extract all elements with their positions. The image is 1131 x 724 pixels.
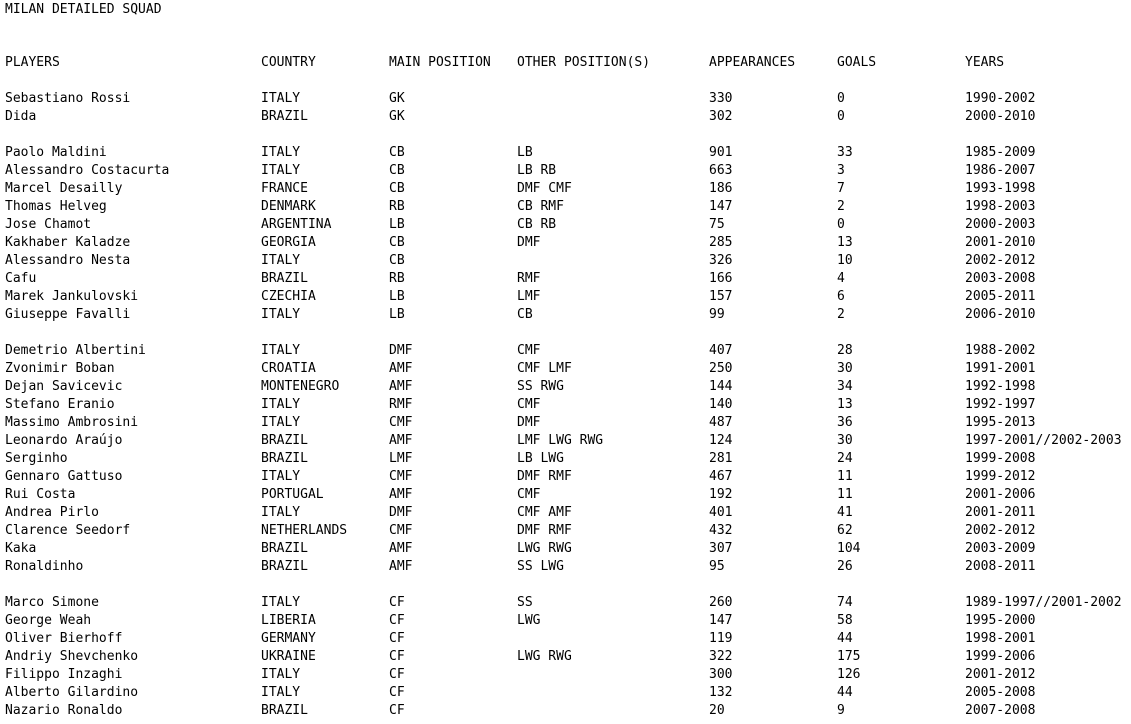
table-row — [0, 432, 1131, 450]
main-position-cell: LMF — [389, 451, 413, 466]
main-position-cell: CB — [389, 235, 405, 250]
other-positions-cell: LWG — [517, 613, 541, 628]
player-name-cell: Paolo Maldini — [5, 145, 107, 160]
main-position-cell: AMF — [389, 559, 413, 574]
goals-cell: 28 — [837, 343, 853, 358]
player-name-cell: Clarence Seedorf — [5, 523, 131, 538]
player-name-cell: Marcel Desailly — [5, 181, 123, 196]
table-row — [0, 522, 1131, 540]
main-position-cell: LB — [389, 307, 405, 322]
years-cell: 1995-2013 — [965, 415, 1036, 430]
goals-cell: 11 — [837, 487, 853, 502]
years-cell: 1995-2000 — [965, 613, 1036, 628]
goals-cell: 2 — [837, 199, 845, 214]
country-cell: FRANCE — [261, 181, 308, 196]
years-cell: 1998-2003 — [965, 199, 1036, 214]
country-cell: ITALY — [261, 469, 301, 484]
other-positions-cell: LWG RWG — [517, 541, 572, 556]
appearances-cell: 901 — [709, 145, 733, 160]
appearances-cell: 407 — [709, 343, 733, 358]
other-positions-cell: LMF — [517, 289, 541, 304]
main-position-cell: CF — [389, 613, 405, 628]
player-name-cell: Rui Costa — [5, 487, 76, 502]
table-row — [0, 288, 1131, 306]
country-cell: ITALY — [261, 397, 301, 412]
appearances-cell: 144 — [709, 379, 733, 394]
player-name-cell: Alberto Gilardino — [5, 685, 139, 700]
player-name-cell: Ronaldinho — [5, 559, 84, 574]
main-position-cell: CF — [389, 685, 405, 700]
other-positions-cell: LB LWG — [517, 451, 564, 466]
goals-cell: 58 — [837, 613, 853, 628]
years-cell: 2001-2012 — [965, 667, 1036, 682]
years-cell: 2000-2010 — [965, 109, 1036, 124]
player-name-cell: Filippo Inzaghi — [5, 667, 123, 682]
appearances-cell: 20 — [709, 703, 725, 718]
appearances-cell: 300 — [709, 667, 733, 682]
country-cell: GERMANY — [261, 631, 316, 646]
other-positions-cell: SS RWG — [517, 379, 564, 394]
main-position-cell: LB — [389, 289, 405, 304]
table-row — [0, 666, 1131, 684]
country-cell: ITALY — [261, 415, 301, 430]
main-position-cell: CMF — [389, 469, 413, 484]
years-cell: 1990-2002 — [965, 91, 1036, 106]
header-row — [0, 54, 1131, 72]
table-row — [0, 234, 1131, 252]
country-cell: ARGENTINA — [261, 217, 332, 232]
table-row — [0, 198, 1131, 216]
table-row — [0, 702, 1131, 720]
main-position-cell: CF — [389, 667, 405, 682]
goals-cell: 30 — [837, 433, 853, 448]
player-name-cell: Cafu — [5, 271, 37, 286]
other-positions-cell: LWG RWG — [517, 649, 572, 664]
table-row — [0, 396, 1131, 414]
main-position-cell: RB — [389, 199, 405, 214]
goals-cell: 62 — [837, 523, 853, 538]
main-position-cell: GK — [389, 91, 405, 106]
player-name-cell: Demetrio Albertini — [5, 343, 146, 358]
years-cell: 1992-1998 — [965, 379, 1036, 394]
appearances-cell: 147 — [709, 613, 733, 628]
other-positions-cell: CMF AMF — [517, 505, 572, 520]
player-name-cell: Kaka — [5, 541, 37, 556]
other-positions-cell: CMF — [517, 487, 541, 502]
table-row — [0, 558, 1131, 576]
table-row — [0, 162, 1131, 180]
player-name-cell: George Weah — [5, 613, 92, 628]
other-positions-cell: SS LWG — [517, 559, 564, 574]
goals-cell: 44 — [837, 631, 853, 646]
appearances-cell: 260 — [709, 595, 733, 610]
appearances-cell: 124 — [709, 433, 733, 448]
goals-cell: 41 — [837, 505, 853, 520]
country-cell: UKRAINE — [261, 649, 316, 664]
player-name-cell: Dida — [5, 109, 37, 124]
goals-cell: 6 — [837, 289, 845, 304]
years-cell: 1986-2007 — [965, 163, 1036, 178]
other-positions-cell: CB RB — [517, 217, 557, 232]
appearances-cell: 157 — [709, 289, 733, 304]
years-cell: 1997-2001//2002-2003 — [965, 433, 1122, 448]
player-name-cell: Stefano Eranio — [5, 397, 115, 412]
main-position-cell: CF — [389, 703, 405, 718]
years-cell: 2003-2008 — [965, 271, 1036, 286]
other-positions-cell: SS — [517, 595, 533, 610]
main-position-cell: DMF — [389, 343, 413, 358]
years-cell: 2000-2003 — [965, 217, 1036, 232]
goals-cell: 34 — [837, 379, 853, 394]
other-positions-cell: DMF — [517, 415, 541, 430]
years-cell: 1999-2006 — [965, 649, 1036, 664]
appearances-cell: 330 — [709, 91, 733, 106]
country-cell: ITALY — [261, 595, 301, 610]
player-name-cell: Giuseppe Favalli — [5, 307, 131, 322]
column-header-player-name: PLAYERS — [5, 55, 60, 70]
other-positions-cell: DMF RMF — [517, 469, 572, 484]
main-position-cell: AMF — [389, 541, 413, 556]
column-header-main-position: MAIN POSITION — [389, 55, 491, 70]
main-position-cell: RMF — [389, 397, 413, 412]
years-cell: 2001-2011 — [965, 505, 1036, 520]
country-cell: BRAZIL — [261, 433, 308, 448]
goals-cell: 9 — [837, 703, 845, 718]
appearances-cell: 302 — [709, 109, 733, 124]
table-row — [0, 504, 1131, 522]
years-cell: 2001-2010 — [965, 235, 1036, 250]
appearances-cell: 147 — [709, 199, 733, 214]
goals-cell: 26 — [837, 559, 853, 574]
table-row — [0, 612, 1131, 630]
country-cell: BRAZIL — [261, 559, 308, 574]
table-row — [0, 360, 1131, 378]
player-name-cell: Gennaro Gattuso — [5, 469, 123, 484]
country-cell: BRAZIL — [261, 109, 308, 124]
other-positions-cell: DMF RMF — [517, 523, 572, 538]
player-name-cell: Marek Jankulovski — [5, 289, 139, 304]
appearances-cell: 186 — [709, 181, 733, 196]
goals-cell: 3 — [837, 163, 845, 178]
goals-cell: 175 — [837, 649, 861, 664]
country-cell: GEORGIA — [261, 235, 316, 250]
years-cell: 2003-2009 — [965, 541, 1036, 556]
years-cell: 2001-2006 — [965, 487, 1036, 502]
appearances-cell: 322 — [709, 649, 733, 664]
goals-cell: 30 — [837, 361, 853, 376]
country-cell: ITALY — [261, 685, 301, 700]
player-name-cell: Alessandro Nesta — [5, 253, 131, 268]
document-title: MILAN DETAILED SQUAD — [5, 2, 162, 17]
country-cell: NETHERLANDS — [261, 523, 348, 538]
country-cell: ITALY — [261, 505, 301, 520]
player-name-cell: Thomas Helveg — [5, 199, 107, 214]
table-row — [0, 594, 1131, 612]
player-name-cell: Andriy Shevchenko — [5, 649, 139, 664]
other-positions-cell: CMF — [517, 397, 541, 412]
table-row — [0, 414, 1131, 432]
table-row — [0, 342, 1131, 360]
player-name-cell: Sebastiano Rossi — [5, 91, 131, 106]
player-name-cell: Serginho — [5, 451, 68, 466]
country-cell: BRAZIL — [261, 541, 308, 556]
goals-cell: 11 — [837, 469, 853, 484]
goals-cell: 0 — [837, 91, 845, 106]
goals-cell: 4 — [837, 271, 845, 286]
country-cell: ITALY — [261, 145, 301, 160]
player-name-cell: Jose Chamot — [5, 217, 92, 232]
main-position-cell: CF — [389, 631, 405, 646]
appearances-cell: 250 — [709, 361, 733, 376]
table-row — [0, 216, 1131, 234]
appearances-cell: 307 — [709, 541, 733, 556]
other-positions-cell: CMF LMF — [517, 361, 572, 376]
other-positions-cell: RMF — [517, 271, 541, 286]
years-cell: 1988-2002 — [965, 343, 1036, 358]
country-cell: CZECHIA — [261, 289, 316, 304]
country-cell: ITALY — [261, 307, 301, 322]
appearances-cell: 467 — [709, 469, 733, 484]
appearances-cell: 192 — [709, 487, 733, 502]
main-position-cell: CMF — [389, 415, 413, 430]
appearances-cell: 663 — [709, 163, 733, 178]
country-cell: LIBERIA — [261, 613, 316, 628]
table-row — [0, 486, 1131, 504]
player-name-cell: Dejan Savicevic — [5, 379, 123, 394]
table-row — [0, 684, 1131, 702]
goals-cell: 7 — [837, 181, 845, 196]
years-cell: 2008-2011 — [965, 559, 1036, 574]
main-position-cell: GK — [389, 109, 405, 124]
country-cell: BRAZIL — [261, 451, 308, 466]
table-row — [0, 648, 1131, 666]
column-header-years: YEARS — [965, 55, 1005, 70]
goals-cell: 24 — [837, 451, 853, 466]
other-positions-cell: LB RB — [517, 163, 557, 178]
column-header-other-positions: OTHER POSITION(S) — [517, 55, 651, 70]
table-row — [0, 630, 1131, 648]
years-cell: 1989-1997//2001-2002 — [965, 595, 1122, 610]
country-cell: BRAZIL — [261, 271, 308, 286]
appearances-cell: 95 — [709, 559, 725, 574]
appearances-cell: 281 — [709, 451, 733, 466]
goals-cell: 126 — [837, 667, 861, 682]
other-positions-cell: DMF — [517, 235, 541, 250]
years-cell: 2002-2012 — [965, 253, 1036, 268]
country-cell: MONTENEGRO — [261, 379, 340, 394]
main-position-cell: CMF — [389, 523, 413, 538]
player-name-cell: Oliver Bierhoff — [5, 631, 123, 646]
years-cell: 1999-2012 — [965, 469, 1036, 484]
years-cell: 1992-1997 — [965, 397, 1036, 412]
years-cell: 2006-2010 — [965, 307, 1036, 322]
table-row — [0, 540, 1131, 558]
years-cell: 2002-2012 — [965, 523, 1036, 538]
main-position-cell: CB — [389, 163, 405, 178]
goals-cell: 33 — [837, 145, 853, 160]
country-cell: ITALY — [261, 91, 301, 106]
goals-cell: 36 — [837, 415, 853, 430]
main-position-cell: CF — [389, 595, 405, 610]
years-cell: 2005-2011 — [965, 289, 1036, 304]
appearances-cell: 75 — [709, 217, 725, 232]
country-cell: ITALY — [261, 163, 301, 178]
appearances-cell: 99 — [709, 307, 725, 322]
country-cell: PORTUGAL — [261, 487, 324, 502]
column-header-goals: GOALS — [837, 55, 877, 70]
goals-cell: 0 — [837, 217, 845, 232]
appearances-cell: 132 — [709, 685, 733, 700]
player-name-cell: Marco Simone — [5, 595, 99, 610]
appearances-cell: 487 — [709, 415, 733, 430]
table-row — [0, 306, 1131, 324]
goals-cell: 104 — [837, 541, 861, 556]
goals-cell: 0 — [837, 109, 845, 124]
player-name-cell: Nazario Ronaldo — [5, 703, 123, 718]
table-row — [0, 90, 1131, 108]
other-positions-cell: CB — [517, 307, 533, 322]
years-cell: 1999-2008 — [965, 451, 1036, 466]
appearances-cell: 401 — [709, 505, 733, 520]
other-positions-cell: DMF CMF — [517, 181, 572, 196]
other-positions-cell: LMF LWG RWG — [517, 433, 604, 448]
player-name-cell: Kakhaber Kaladze — [5, 235, 131, 250]
years-cell: 2005-2008 — [965, 685, 1036, 700]
main-position-cell: CB — [389, 253, 405, 268]
other-positions-cell: LB — [517, 145, 533, 160]
appearances-cell: 432 — [709, 523, 733, 538]
appearances-cell: 285 — [709, 235, 733, 250]
goals-cell: 10 — [837, 253, 853, 268]
table-row — [0, 378, 1131, 396]
player-name-cell: Alessandro Costacurta — [5, 163, 170, 178]
table-row — [0, 108, 1131, 126]
table-row — [0, 270, 1131, 288]
player-name-cell: Massimo Ambrosini — [5, 415, 139, 430]
main-position-cell: CB — [389, 181, 405, 196]
main-position-cell: DMF — [389, 505, 413, 520]
years-cell: 2007-2008 — [965, 703, 1036, 718]
appearances-cell: 326 — [709, 253, 733, 268]
goals-cell: 74 — [837, 595, 853, 610]
main-position-cell: LB — [389, 217, 405, 232]
country-cell: ITALY — [261, 343, 301, 358]
country-cell: CROATIA — [261, 361, 316, 376]
player-name-cell: Leonardo Araújo — [5, 433, 123, 448]
country-cell: ITALY — [261, 253, 301, 268]
appearances-cell: 119 — [709, 631, 733, 646]
main-position-cell: AMF — [389, 361, 413, 376]
years-cell: 1998-2001 — [965, 631, 1036, 646]
main-position-cell: AMF — [389, 433, 413, 448]
country-cell: DENMARK — [261, 199, 316, 214]
appearances-cell: 140 — [709, 397, 733, 412]
table-row — [0, 468, 1131, 486]
table-row — [0, 450, 1131, 468]
player-name-cell: Andrea Pirlo — [5, 505, 99, 520]
main-position-cell: AMF — [389, 487, 413, 502]
table-row — [0, 252, 1131, 270]
main-position-cell: AMF — [389, 379, 413, 394]
goals-cell: 2 — [837, 307, 845, 322]
main-position-cell: CF — [389, 649, 405, 664]
country-cell: BRAZIL — [261, 703, 308, 718]
other-positions-cell: CB RMF — [517, 199, 564, 214]
column-header-country: COUNTRY — [261, 55, 316, 70]
goals-cell: 13 — [837, 235, 853, 250]
years-cell: 1991-2001 — [965, 361, 1036, 376]
goals-cell: 13 — [837, 397, 853, 412]
other-positions-cell: CMF — [517, 343, 541, 358]
table-row — [0, 180, 1131, 198]
goals-cell: 44 — [837, 685, 853, 700]
table-row — [0, 144, 1131, 162]
years-cell: 1985-2009 — [965, 145, 1036, 160]
main-position-cell: CB — [389, 145, 405, 160]
main-position-cell: RB — [389, 271, 405, 286]
player-name-cell: Zvonimir Boban — [5, 361, 115, 376]
column-header-appearances: APPEARANCES — [709, 55, 796, 70]
years-cell: 1993-1998 — [965, 181, 1036, 196]
country-cell: ITALY — [261, 667, 301, 682]
appearances-cell: 166 — [709, 271, 733, 286]
